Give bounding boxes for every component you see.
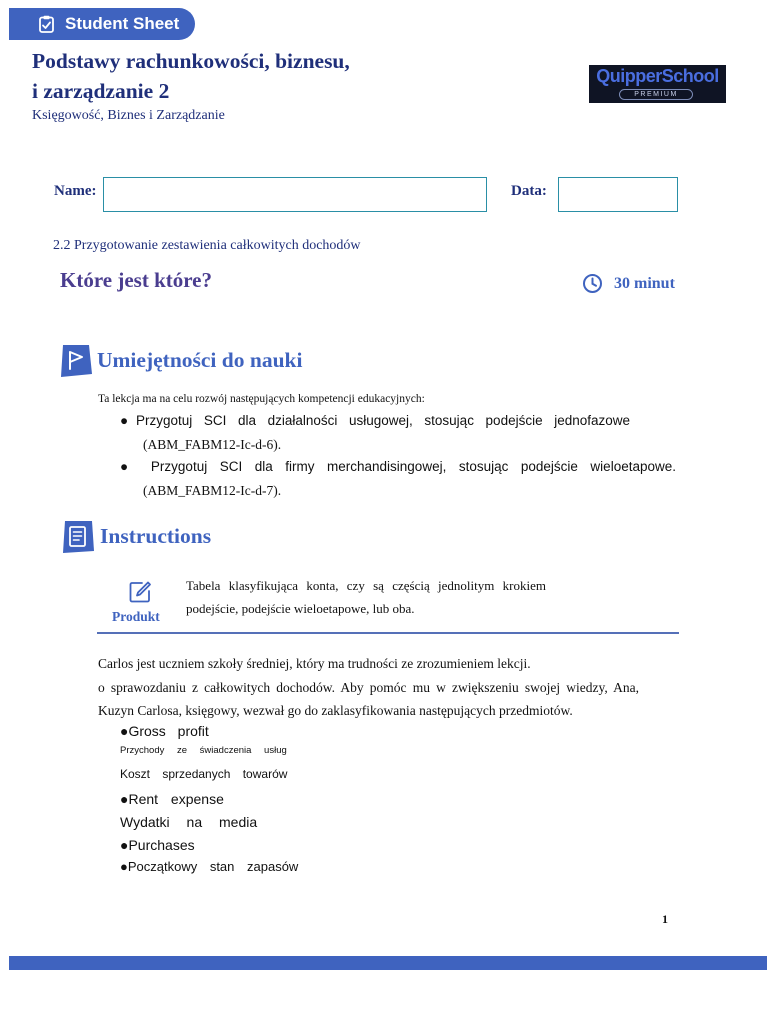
flag-icon bbox=[59, 344, 92, 377]
skills-intro: Ta lekcja ma na celu rozwój następujących kompetencji edukacyjnych: bbox=[98, 393, 425, 405]
product-description-line-1: Tabela klasyfikująca konta, czy są częścią jednolitym krokiem bbox=[186, 578, 546, 593]
skills-heading: Umiejętności do nauki bbox=[97, 348, 303, 372]
competency-item bbox=[120, 459, 676, 474]
edit-icon bbox=[128, 580, 152, 604]
duration-text: 30 minut bbox=[614, 275, 675, 292]
section-divider bbox=[97, 632, 679, 634]
list-item: ●Rent expense bbox=[120, 791, 224, 807]
title-line-2: i zarządzanie 2 bbox=[32, 79, 170, 103]
body-line-3: Kuzyn Carlosa, księgowy, wezwał go do zaklasyfikowania następujących przedmiotów. bbox=[98, 703, 573, 718]
competency-text: Przygotuj SCI dla firmy merchandisingowej, stosując podejście wieloetapowe. bbox=[150, 459, 676, 474]
name-field[interactable] bbox=[103, 177, 487, 212]
list-item: ●Początkowy stan zapasów bbox=[120, 859, 299, 874]
document-title bbox=[32, 46, 472, 106]
date-field[interactable] bbox=[558, 177, 678, 212]
clipboard-check-icon bbox=[39, 15, 54, 33]
clock-icon bbox=[582, 273, 603, 294]
list-item: Wydatki na media bbox=[120, 814, 258, 830]
bullet: ● bbox=[120, 413, 137, 428]
document-subtitle: Księgowość, Biznes i Zarządzanie bbox=[32, 108, 225, 123]
date-label: Data: bbox=[511, 183, 547, 199]
quipper-school-logo bbox=[589, 65, 726, 103]
footer-bar bbox=[9, 956, 767, 970]
competency-item bbox=[120, 413, 630, 428]
body-line-2: o sprawozdaniu z całkowitych dochodów. Aby pomóc mu w zwiększeniu swojej wiedzy, Ana, bbox=[98, 680, 639, 695]
badge-label: Student Sheet bbox=[65, 14, 180, 33]
notebook-icon bbox=[61, 520, 94, 553]
competency-code: (ABM_FABM12-Ic-d-7). bbox=[143, 483, 282, 498]
logo-name: QuipperSchool bbox=[596, 66, 719, 86]
list-item: ●Purchases bbox=[120, 837, 195, 853]
list-item: ●Gross profit bbox=[120, 723, 209, 739]
page-number: 1 bbox=[662, 912, 668, 926]
activity-title: Które jest które? bbox=[60, 268, 213, 292]
list-item: Przychody ze świadczenia usług bbox=[120, 745, 287, 756]
product-description-line-2: podejście, podejście wieloetapowe, lub oba. bbox=[186, 601, 415, 616]
bullet: ● bbox=[120, 459, 137, 474]
section-reference: 2.2 Przygotowanie zestawienia całkowitych dochodów bbox=[53, 238, 361, 253]
list-item: Koszt sprzedanych towarów bbox=[120, 767, 288, 781]
logo-tier: PREMIUM bbox=[619, 89, 693, 100]
title-line-1: Podstawy rachunkowości, biznesu, bbox=[32, 49, 350, 73]
competency-text: Przygotuj SCI dla działalności usługowej, stosując podejście jednofazowe bbox=[136, 413, 630, 428]
competency-code: (ABM_FABM12-Ic-d-6). bbox=[143, 437, 282, 452]
product-label: Produkt bbox=[112, 609, 160, 624]
instructions-heading: Instructions bbox=[100, 524, 212, 548]
student-sheet-badge bbox=[9, 8, 195, 40]
name-label: Name: bbox=[54, 183, 97, 199]
body-line-1: Carlos jest uczniem szkoły średniej, który ma trudności ze zrozumieniem lekcji. bbox=[98, 656, 531, 671]
